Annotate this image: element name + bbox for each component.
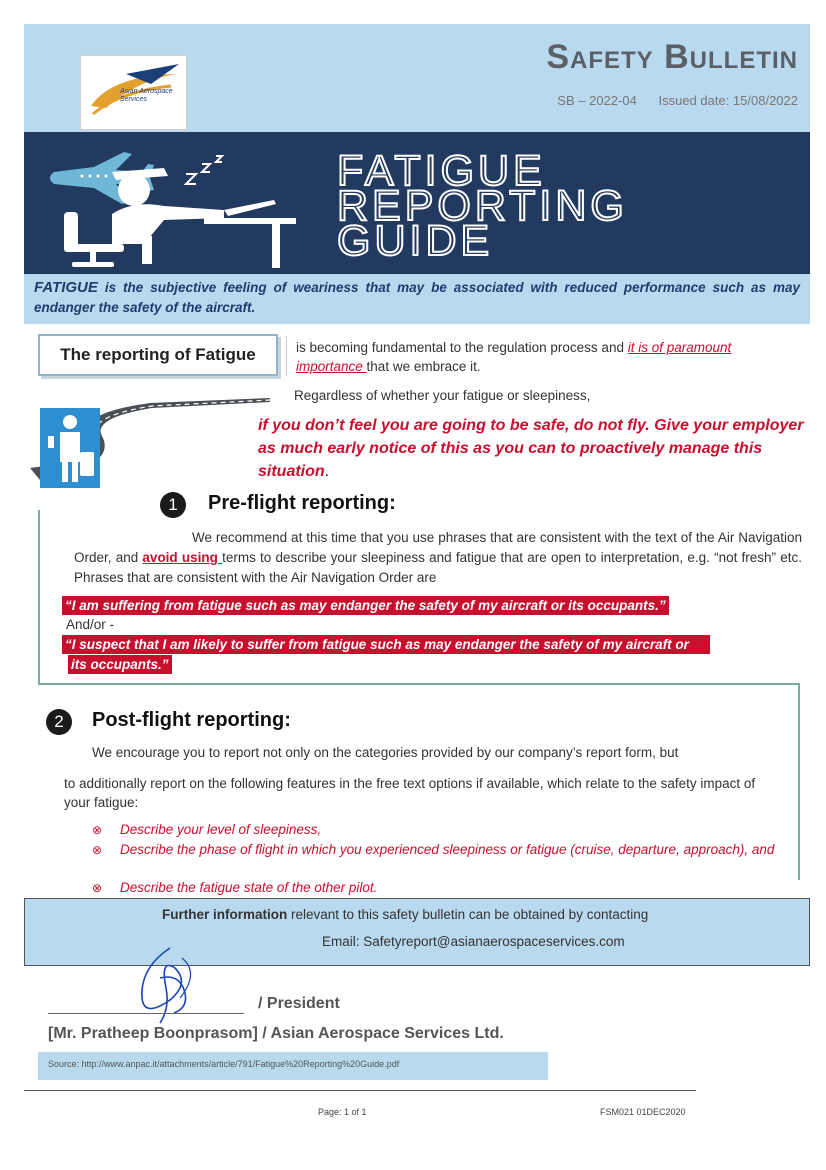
bulletin-title: Safety Bulletin — [546, 38, 798, 76]
section-number-2: 2 — [46, 709, 72, 735]
preflight-text — [74, 528, 802, 588]
issued-date: Issued date: 15/08/2022 — [658, 93, 798, 108]
hero-title — [337, 147, 628, 265]
definition-text: is the subjective feeling of weariness that may be associated with reduced performance such as may endanger the safety of the aircraft. — [34, 280, 800, 315]
bulletin-meta — [557, 93, 798, 108]
logo-text: Asian Aerospace Services — [120, 88, 173, 103]
reporting-heading-box: The reporting of Fatigue — [38, 334, 278, 376]
preflight-frame-right — [798, 685, 800, 880]
preflight-text-after: terms to describe your sleepiness and fatigue that are open to interpretation, e.g. “not fresh” etc. Phrases that are consistent with the Air Navigation Order are — [74, 550, 802, 585]
further-info-text — [162, 907, 648, 922]
divider — [286, 336, 287, 376]
section-number-1: 1 — [160, 492, 186, 518]
list-item — [92, 840, 792, 880]
and-or-label: And/or - — [66, 617, 115, 632]
road-traveler-icon — [30, 388, 270, 493]
hero-title-line-1: FATIGUE — [337, 147, 546, 195]
signatory-role: / President — [258, 995, 340, 1012]
ano-phrase-2-cont: its occupants.” — [68, 655, 172, 674]
list-item — [92, 878, 792, 898]
regardless-text: Regardless of whether your fatigue or sleepiness, — [294, 388, 591, 403]
hero-title-line-3: GUIDE — [337, 217, 494, 265]
postflight-title: Post-flight reporting: — [92, 709, 291, 731]
contact-email[interactable]: Email: Safetyreport@asianaerospaceservices.com — [322, 934, 625, 949]
warning-text: if you don’t feel you are going to be safe, do not fly. Give your employer as much early notice of this as you can to proactively manage this situation — [258, 417, 804, 480]
further-info-rest: relevant to this safety bulletin can be obtained by contacting — [287, 907, 649, 922]
bullet-text: Describe the fatigue state of the other pilot. — [120, 880, 378, 895]
signature-line — [48, 1013, 244, 1014]
hero-title-line-2: REPORTING — [337, 182, 628, 230]
footer-divider — [24, 1090, 696, 1091]
further-info-lead: Further information — [162, 907, 288, 922]
reporting-text — [296, 338, 786, 376]
ano-phrase-1: “I am suffering from fatigue such as may endanger the safety of my aircraft or its occupants.” — [62, 596, 669, 615]
do-not-fly-warning — [258, 414, 813, 483]
warning-end: . — [324, 463, 330, 480]
list-item — [92, 820, 792, 840]
postflight-text-1: We encourage you to report not only on the categories provided by our company’s report form, but — [92, 745, 679, 760]
paramount-importance: it is of paramount importance — [296, 340, 732, 374]
bullet-icon: ⊗ — [92, 823, 103, 837]
signatory-name: [Mr. Pratheep Boonprasom] / Asian Aerospace Services Ltd. — [48, 1025, 504, 1042]
preflight-title: Pre-flight reporting: — [208, 492, 396, 514]
signature-icon — [130, 938, 210, 1028]
bullet-icon: ⊗ — [92, 843, 103, 857]
bullet-text: Describe your level of sleepiness, — [120, 822, 322, 837]
avoid-using-emphasis: avoid using — [142, 550, 223, 565]
bullet-icon: ⊗ — [92, 881, 103, 895]
bulletin-number: SB – 2022-04 — [557, 93, 637, 108]
form-code: FSM021 01DEC2020 — [600, 1107, 686, 1117]
preflight-text-before: We recommend at this time that you use phrases that are consistent with the text of the Air Navigation Order, and — [74, 530, 802, 565]
definition-lead: FATIGUE — [34, 279, 98, 296]
page-number: Page: 1 of 1 — [318, 1107, 367, 1117]
ano-phrase-2: “I suspect that I am likely to suffer from fatigue such as may endanger the safety of my aircraft or — [62, 635, 710, 654]
bullet-text: Describe the phase of flight in which you experienced sleepiness or fatigue (cruise, departure, approach), and — [120, 842, 775, 857]
fatigue-definition — [24, 274, 810, 324]
reporting-text-after: that we embrace it. — [366, 359, 481, 374]
postflight-text-2: to additionally report on the following features in the free text options if available, which relate to the safety impact of your fatigue: — [64, 776, 756, 810]
source-link[interactable]: Source: http://www.anpac.it/attachments/article/791/Fatigue%20Reporting%20Guide.pdf — [48, 1059, 400, 1069]
reporting-text-before: is becoming fundamental to the regulation process and — [296, 340, 628, 355]
